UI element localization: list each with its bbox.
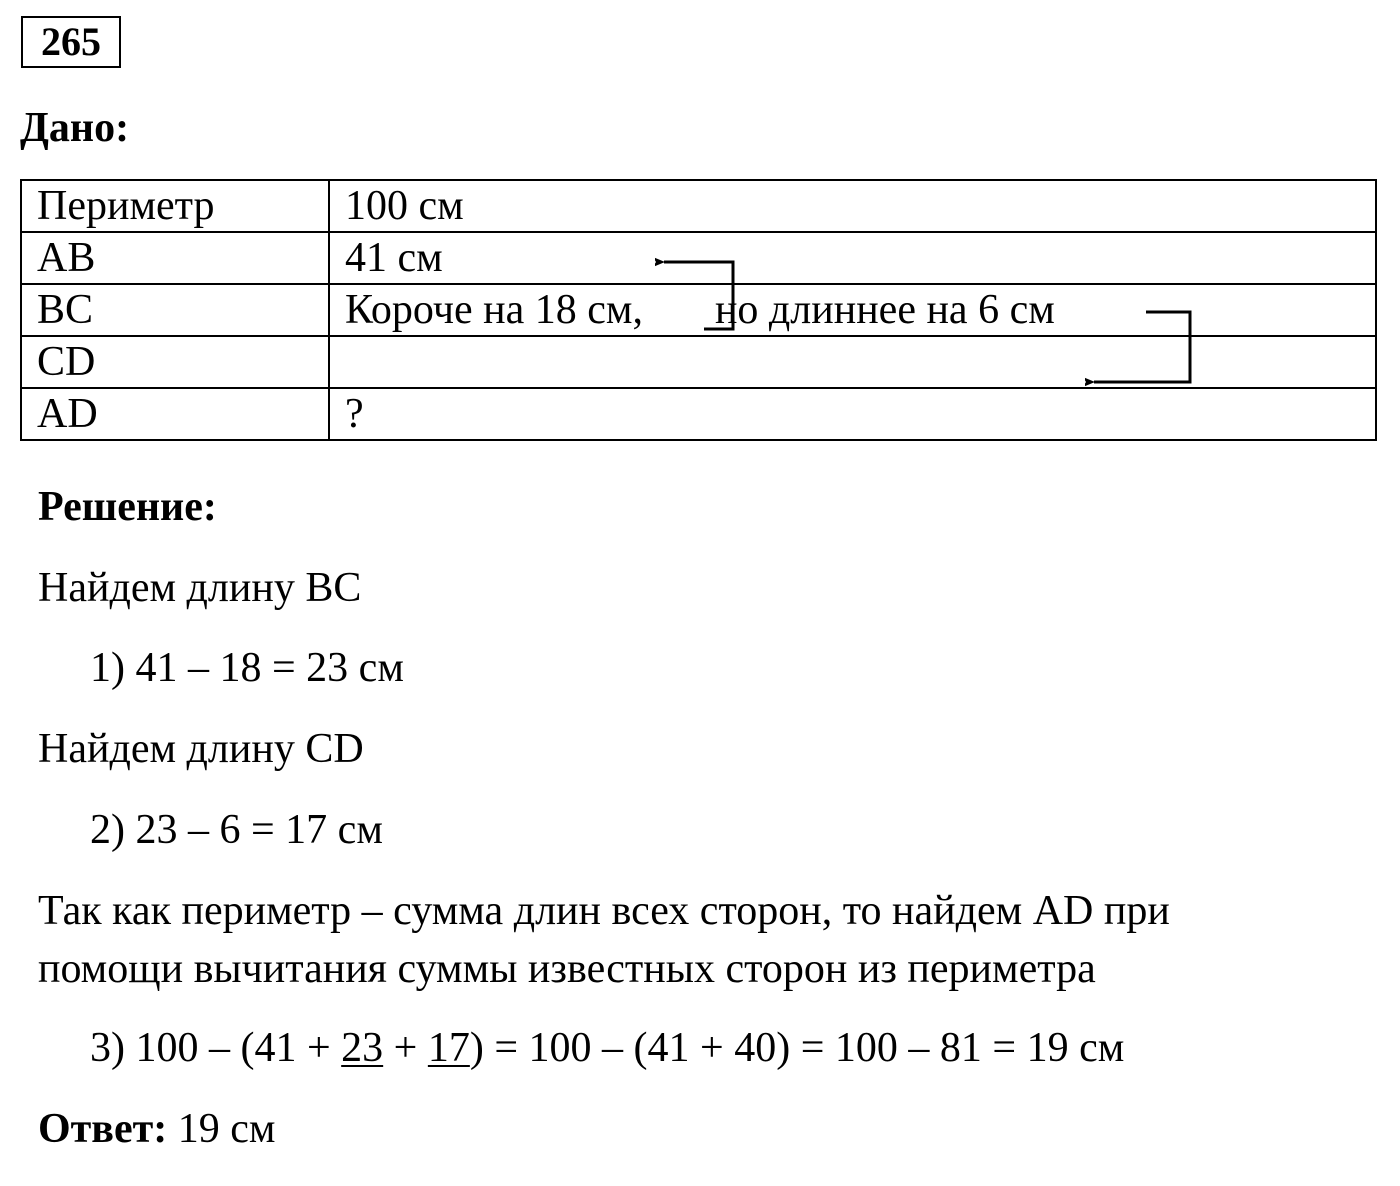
row-label-perimeter: Периметр	[21, 180, 329, 232]
row-value-cd	[329, 336, 1376, 388]
find-bc-text: Найдем длину BC	[38, 565, 362, 611]
step-1: 1) 41 – 18 = 23 см	[90, 645, 404, 691]
step-3	[90, 1023, 1124, 1073]
table-row	[21, 388, 1376, 440]
explanation-line-2: помощи вычитания суммы известных сторон из периметра	[38, 946, 1096, 992]
given-table	[20, 179, 1377, 441]
answer-label: Ответ:	[38, 1106, 168, 1152]
table-row	[21, 284, 1376, 336]
bc-condition-longer: но длиннее на 6 см	[714, 287, 1055, 333]
row-label-ab: AB	[21, 232, 329, 284]
explanation-line-1: Так как периметр – сумма длин всех сторон, то найдем AD при	[38, 888, 1170, 934]
row-label-cd: CD	[21, 336, 329, 388]
row-label-bc: BC	[21, 284, 329, 336]
answer-value: 19 см	[167, 1106, 276, 1152]
table-row	[21, 232, 1376, 284]
answer-line	[38, 1104, 275, 1154]
find-cd-text: Найдем длину CD	[38, 726, 364, 772]
problem-number: 265	[21, 16, 121, 68]
table-row	[21, 180, 1376, 232]
step-3-part-2: +	[383, 1025, 428, 1071]
step-3-cd-value: 17	[427, 1025, 470, 1071]
row-value-perimeter: 100 см	[329, 180, 1376, 232]
given-heading: Дано:	[20, 105, 130, 151]
step-3-part-3: ) = 100 – (41 + 40) = 100 – 81 = 19 см	[469, 1025, 1125, 1071]
step-3-part-1: 3) 100 – (41 +	[90, 1025, 342, 1071]
row-value-bc	[329, 284, 1376, 336]
bc-condition-shorter: Короче на 18 см,	[345, 287, 643, 333]
table-row	[21, 336, 1376, 388]
step-2: 2) 23 – 6 = 17 см	[90, 807, 383, 853]
step-3-bc-value: 23	[341, 1025, 384, 1071]
row-value-ab: 41 см	[329, 232, 1376, 284]
row-label-ad: AD	[21, 388, 329, 440]
row-value-ad: ?	[329, 388, 1376, 440]
solution-heading: Решение:	[38, 484, 217, 530]
